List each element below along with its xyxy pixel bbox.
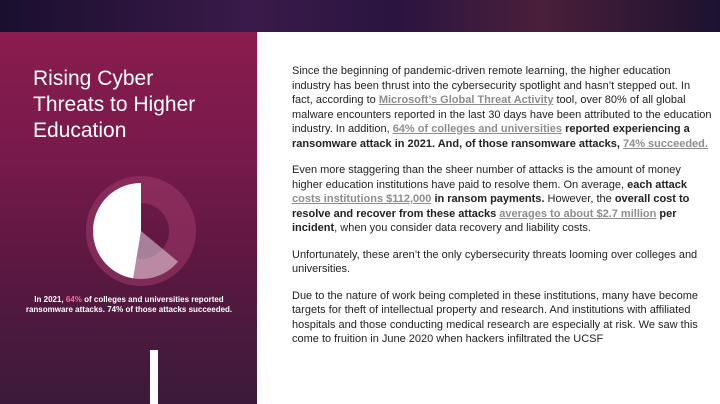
p2-text-3: , when you consider data recovery and liability costs.: [334, 222, 591, 234]
link-64-percent-colleges[interactable]: 64% of colleges and universities: [392, 123, 563, 135]
sidebar-stat-text: [24, 295, 234, 315]
sidebar-panel: [0, 32, 257, 404]
link-costs-112000[interactable]: costs institutions $112,000: [292, 193, 432, 205]
link-microsoft-threat-activity[interactable]: Microsoft’s Global Threat Activity: [378, 94, 554, 106]
header-banner-image: [0, 0, 720, 32]
paragraph-1: [292, 64, 712, 151]
p2-bold-3: overall cost to resolve and recover from these attacks: [292, 193, 690, 220]
decorative-bar: [150, 350, 158, 404]
p2-text-1: Even more staggering than the sheer number of attacks is the amount of money higher education institutions have paid to resolve them. On average,: [292, 164, 681, 191]
paragraph-2: [292, 163, 712, 236]
sidebar-title: Rising Cyber Threats to Higher Education: [33, 67, 196, 142]
stat-highlight: 64%: [65, 295, 82, 304]
p2-bold-4: per incident: [292, 207, 677, 234]
stat-prefix: In 2021,: [34, 295, 66, 304]
p1-text-1: Since the beginning of pandemic-driven remote learning, the higher education industry has been thrust into the cybersecurity spotlight and hasn’t stepped out. In fact, according to: [292, 65, 691, 106]
p1-text-3: reported experiencing a ransomware attack in 2021. And, of those ransomware attacks,: [292, 123, 690, 150]
paragraph-3: Unfortunately, these aren’t the only cybersecurity threats looming over colleges and universities.: [292, 248, 698, 275]
p1-text-2: tool, over 80% of all global malware encounters reported in the last 30 days have been attributed to the education industry. In addition,: [292, 94, 712, 135]
link-averages-2-7-million[interactable]: averages to about $2.7 million: [499, 207, 657, 220]
p2-text-2: However, the: [544, 193, 615, 205]
stat-rest: of colleges and universities reported ransomware attacks. 74% of those attacks succeeded.: [25, 295, 233, 314]
ransomware-donut-chart: [86, 173, 196, 288]
paragraph-4: Due to the nature of work being completed in these institutions, many have become targets for theft of intellectual property and research. And institutions with affiliated hospitals and those conducting medical research are especially at risk. We saw this come to fruition in June 2020 when hackers infiltrated the UCSF: [292, 289, 699, 345]
p2-bold-2: in ransom payments.: [431, 193, 545, 205]
link-74-percent-succeeded[interactable]: 74% succeeded.: [622, 137, 708, 150]
p2-bold-1: each attack: [627, 178, 688, 191]
article-body: [292, 64, 712, 359]
